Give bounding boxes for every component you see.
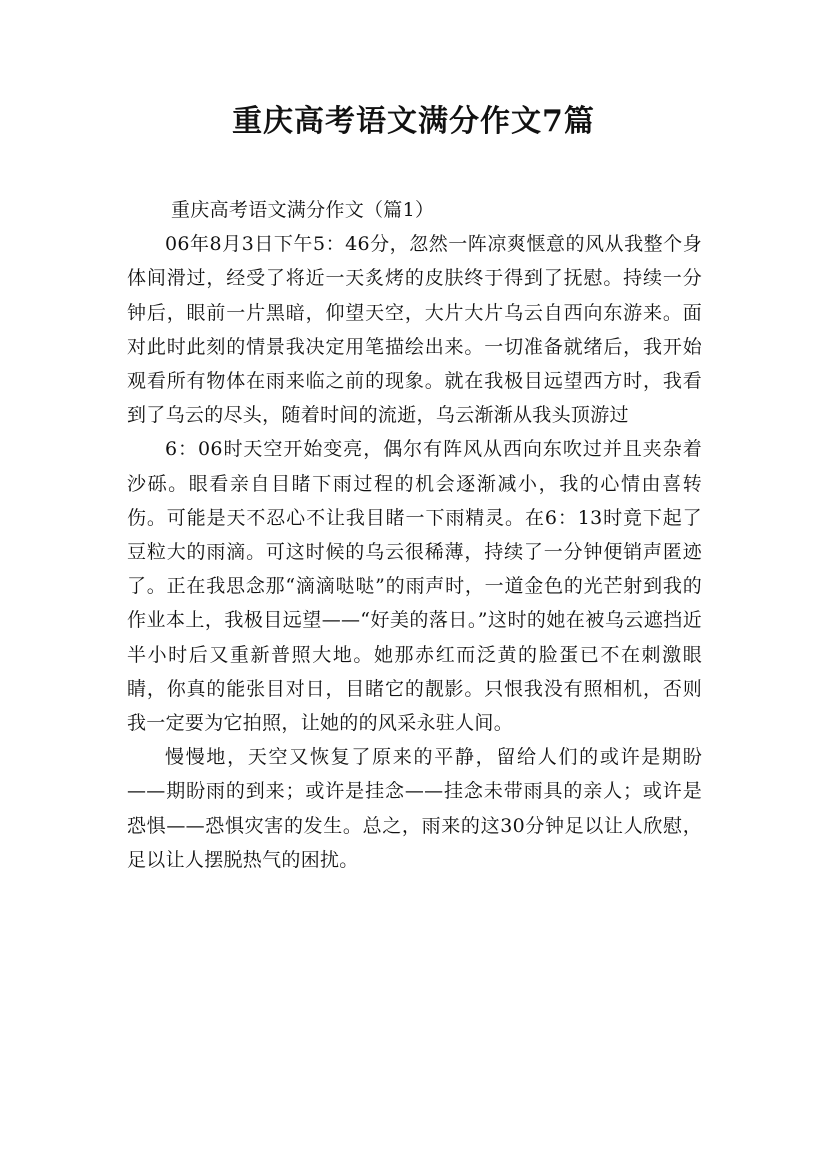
document-body — [127, 193, 702, 877]
paragraph-3: 慢慢地，天空又恢复了原来的平静，留给人们的或许是期盼——期盼雨的到来；或许是挂念——挂念未带雨具的亲人；或许是恐惧——恐惧灾害的发生。总之，雨来的这30分钟足以让人欣慰，足以让人摆脱热气的困扰。 — [127, 746, 702, 871]
paragraph-1: 06年8月3日下午5：46分，忽然一阵凉爽惬意的风从我整个身体间滑过，经受了将近一天炙烤的皮肤终于得到了抚慰。持续一分钟后，眼前一片黑暗，仰望天空，大片大片乌云自西向东游来。面对此时此刻的情景我决定用笔描绘出来。一切准备就绪后，我开始观看所有物体在雨来临之前的现象。就在我极目远望西方时，我看到了乌云的尽头，随着时间的流逝，乌云渐渐从我头顶游过 — [127, 233, 702, 427]
document-title: 重庆高考语文满分作文7篇 — [232, 104, 595, 139]
section-heading: 重庆高考语文满分作文（篇1） — [171, 199, 435, 221]
paragraph-2: 6：06时天空开始变亮，偶尔有阵风从西向东吹过并且夹杂着沙砾。眼看亲自目睹下雨过程的机会逐渐减小，我的心情由喜转伤。可能是天不忍心不让我目睹一下雨精灵。在6：13时竟下起了豆粒大的雨滴。可这时候的乌云很稀薄，持续了一分钟便销声匿迹了。正在我思念那“滴滴哒哒”的雨声时，一道金色的光芒射到我的作业本上，我极目远望——“好美的落日。”这时的她在被乌云遮挡近半小时后又重新普照大地。她那赤红而泛黄的脸蛋已不在刺激眼睛，你真的能张目对日，目睹它的靓影。只恨我没有照相机，否则我一定要为它拍照，让她的的风采永驻人间。 — [127, 438, 702, 735]
